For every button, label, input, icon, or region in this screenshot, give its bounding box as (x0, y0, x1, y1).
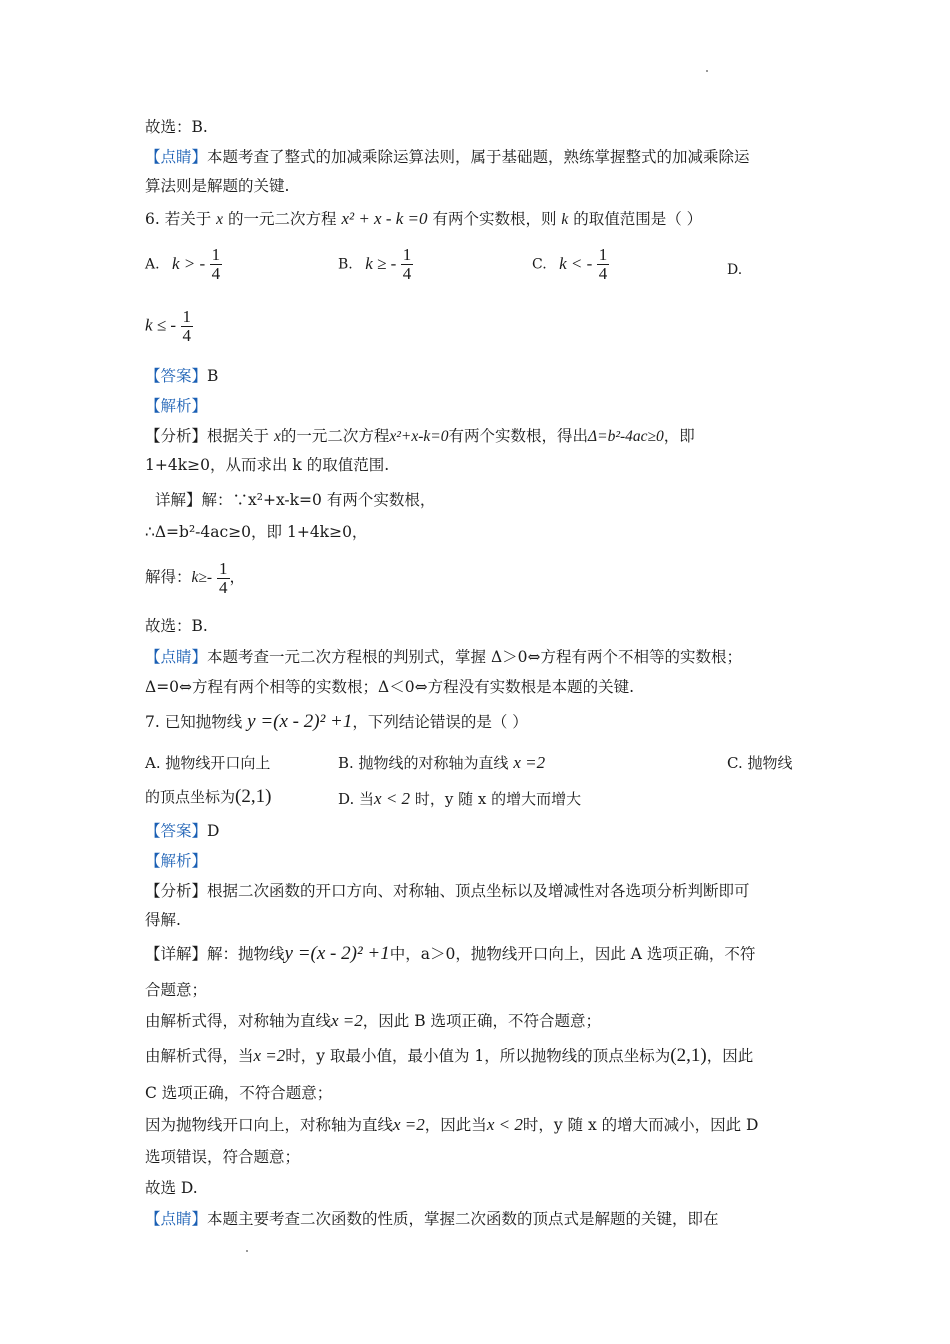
q6-detail-line-1: 详解】解：∵x²+x-k=0 有两个实数根， (155, 491, 436, 509)
detail-equation: x =2 (331, 1011, 363, 1030)
q7-option-a: A. 抛物线开口向上 (145, 754, 271, 772)
fenxi-part: ，即 (663, 427, 695, 445)
q6-option-d (727, 262, 742, 278)
option-inequality: x < 2 (374, 789, 411, 808)
q6-comment-text: 本题考查一元二次方程根的判别式，掌握 Δ＞0⇔方程有两个不相等的实数根； (207, 648, 742, 666)
scan-dot (706, 70, 708, 72)
q7-stem (145, 712, 528, 732)
detail-part: 时，y 取最小值，最小值为 1，所以抛物线的顶点坐标为 (285, 1047, 671, 1065)
answer-value: B (207, 367, 219, 385)
option-relation: k < - (559, 253, 593, 273)
detail-part: 解得： (145, 568, 192, 586)
q7-analysis-tag: 【解析】 (145, 852, 208, 870)
q7-fenxi (145, 881, 750, 901)
q6-comment-line (145, 647, 742, 667)
q6-option-d-value (145, 308, 193, 345)
option-relation: k ≤ - (145, 315, 177, 335)
q7-stem-part: ，下列结论错误的是（ ） (352, 713, 528, 731)
detail-part: 因为抛物线开口向上，对称轴为直线 (145, 1116, 394, 1134)
q6-stem-part: 的取值范围是（ ） (573, 210, 703, 228)
fenxi-part: 有两个实数根，得出 (448, 427, 589, 445)
fraction (210, 246, 223, 283)
q7-detail-line-6 (145, 1115, 758, 1135)
detail-equation: y =(x - 2)² +1 (284, 943, 390, 964)
q6-comment-line-2: Δ=0⇔方程有两个相等的实数根；Δ＜0⇔方程没有实数根是本题的关键. (145, 678, 635, 696)
q7-choose: 故选 D. (145, 1179, 198, 1197)
comment-tag: 【点睛】 (145, 648, 208, 666)
fraction (217, 560, 230, 597)
option-relation: k ≥ - (365, 253, 397, 273)
frac-denominator: 4 (211, 264, 221, 283)
detail-part: 由解析式得，当 (145, 1047, 254, 1065)
detail-equation: x =2 (393, 1115, 425, 1134)
frac-denominator: 4 (402, 264, 412, 283)
fraction (181, 308, 194, 345)
q6-stem-part: 6. 若关于 (145, 210, 212, 228)
detail-part: ，因此 B 选项正确，不符合题意； (362, 1012, 602, 1030)
q7-stem-part: 7. 已知抛物线 (145, 713, 243, 731)
detail-part: 解：抛物线 (207, 945, 285, 963)
q6-option-a (145, 246, 222, 283)
var-x: x (273, 428, 281, 445)
option-label: D. (727, 262, 743, 278)
q5-comment-text: 本题考查了整式的加减乘除运算法则，属于基础题，熟练掌握整式的加减乘除运 (207, 148, 750, 166)
q7-option-c: C. 抛物线 (727, 754, 793, 772)
fenxi-tag: 【分析】 (145, 427, 208, 445)
q5-comment-line (145, 147, 750, 167)
q7-option-b (338, 752, 545, 773)
q6-answer (145, 366, 218, 386)
fenxi-equation: x²+x-k=0 (389, 428, 449, 445)
q7-detail-line-2: 合题意； (145, 981, 208, 999)
scan-dot (246, 1250, 248, 1252)
q7-detail-line-4 (145, 1046, 753, 1066)
q6-stem-part: 有两个实数根，则 (432, 210, 557, 228)
detail-inequality: k≥- (191, 569, 213, 586)
frac-numerator: 1 (402, 245, 412, 264)
frac-denominator: 4 (219, 577, 228, 597)
q7-answer (145, 821, 219, 841)
fenxi-part: 根据关于 (207, 427, 270, 445)
option-text: D. 当 (338, 790, 375, 808)
option-text: 时，y 随 x 的增大而增大 (414, 790, 582, 808)
answer-tag: 【答案】 (145, 367, 208, 385)
q7-detail-line-7: 选项错误，符合题意； (145, 1148, 301, 1166)
frac-numerator: 1 (211, 245, 221, 264)
q7-option-d (338, 788, 581, 809)
detail-part: 时，y 随 x 的增大而减小，因此 D (522, 1116, 759, 1134)
comment-tag: 【点睛】 (145, 1210, 208, 1228)
detail-point: (2,1) (670, 1045, 707, 1066)
var-x: x (216, 211, 224, 228)
frac-numerator: 1 (182, 307, 191, 326)
fraction (597, 246, 610, 283)
q6-stem-part: 的一元二次方程 (227, 210, 337, 228)
var-k: k (561, 211, 569, 228)
option-label: A. (145, 256, 160, 273)
frac-numerator: 1 (598, 245, 608, 264)
fraction (401, 246, 414, 283)
q5-choose: 故选：B. (145, 118, 208, 136)
option-equation: x =2 (513, 753, 546, 772)
detail-part: ， (229, 568, 246, 586)
frac-denominator: 4 (598, 264, 608, 283)
detail-part: 中，a＞0，抛物线开口向上，因此 A 选项正确，不符 (389, 945, 756, 963)
option-text: B. 抛物线的对称轴为直线 (338, 754, 509, 772)
q7-detail-line-3 (145, 1011, 601, 1031)
frac-numerator: 1 (219, 558, 228, 578)
q6-fenxi-line-2: 1+4k≥0，从而求出 k 的取值范围. (145, 456, 390, 474)
q7-detail-line-1 (145, 944, 755, 964)
q7-fenxi-line-2: 得解. (145, 911, 181, 929)
detail-part: ，因此 (706, 1047, 754, 1065)
q6-detail-line-3 (145, 557, 245, 598)
q6-stem (145, 209, 702, 230)
option-label: B. (338, 256, 353, 273)
option-relation: k > - (172, 253, 206, 273)
fenxi-tag: 【分析】 (145, 882, 208, 900)
q7-comment-text: 本题主要考查二次函数的性质，掌握二次函数的顶点式是解题的关键，即在 (207, 1210, 719, 1228)
frac-denominator: 4 (182, 326, 191, 345)
option-text: 的顶点坐标为 (145, 788, 236, 806)
detail-inequality: x < 2 (486, 1115, 523, 1134)
comment-tag: 【点睛】 (145, 148, 208, 166)
answer-tag: 【答案】 (145, 822, 208, 840)
detail-part: 由解析式得，对称轴为直线 (145, 1012, 332, 1030)
detail-equation: x =2 (253, 1046, 286, 1065)
detail-part: ，因此当 (424, 1116, 487, 1134)
q6-detail-line-2: ∴Δ=b²-4ac≥0，即 1+4k≥0， (145, 523, 368, 541)
q7-option-c-cont (145, 786, 271, 808)
q6-option-b (338, 246, 413, 283)
option-point: (2,1) (235, 786, 272, 807)
q5-comment-line-2: 算法则是解题的关键. (145, 177, 290, 195)
q6-equation: x² + x - k =0 (341, 209, 428, 228)
q7-equation: y =(x - 2)² +1 (247, 711, 353, 732)
fenxi-text: 根据二次函数的开口方向、对称轴、顶点坐标以及增减性对各选项分析判断即可 (207, 882, 750, 900)
fenxi-part: 的一元二次方程 (280, 427, 390, 445)
q6-analysis-tag: 【解析】 (145, 397, 208, 415)
q6-choose: 故选：B. (145, 617, 208, 635)
detail-tag: 【详解】 (145, 945, 208, 963)
q7-comment-line (145, 1209, 719, 1229)
option-label: C. (532, 256, 547, 273)
q6-fenxi (145, 426, 695, 447)
answer-value: D (207, 822, 220, 840)
fenxi-discriminant: Δ=b²-4ac≥0 (588, 428, 664, 445)
q6-option-c (532, 246, 609, 283)
q7-detail-line-5: C 选项正确，不符合题意； (145, 1084, 333, 1102)
